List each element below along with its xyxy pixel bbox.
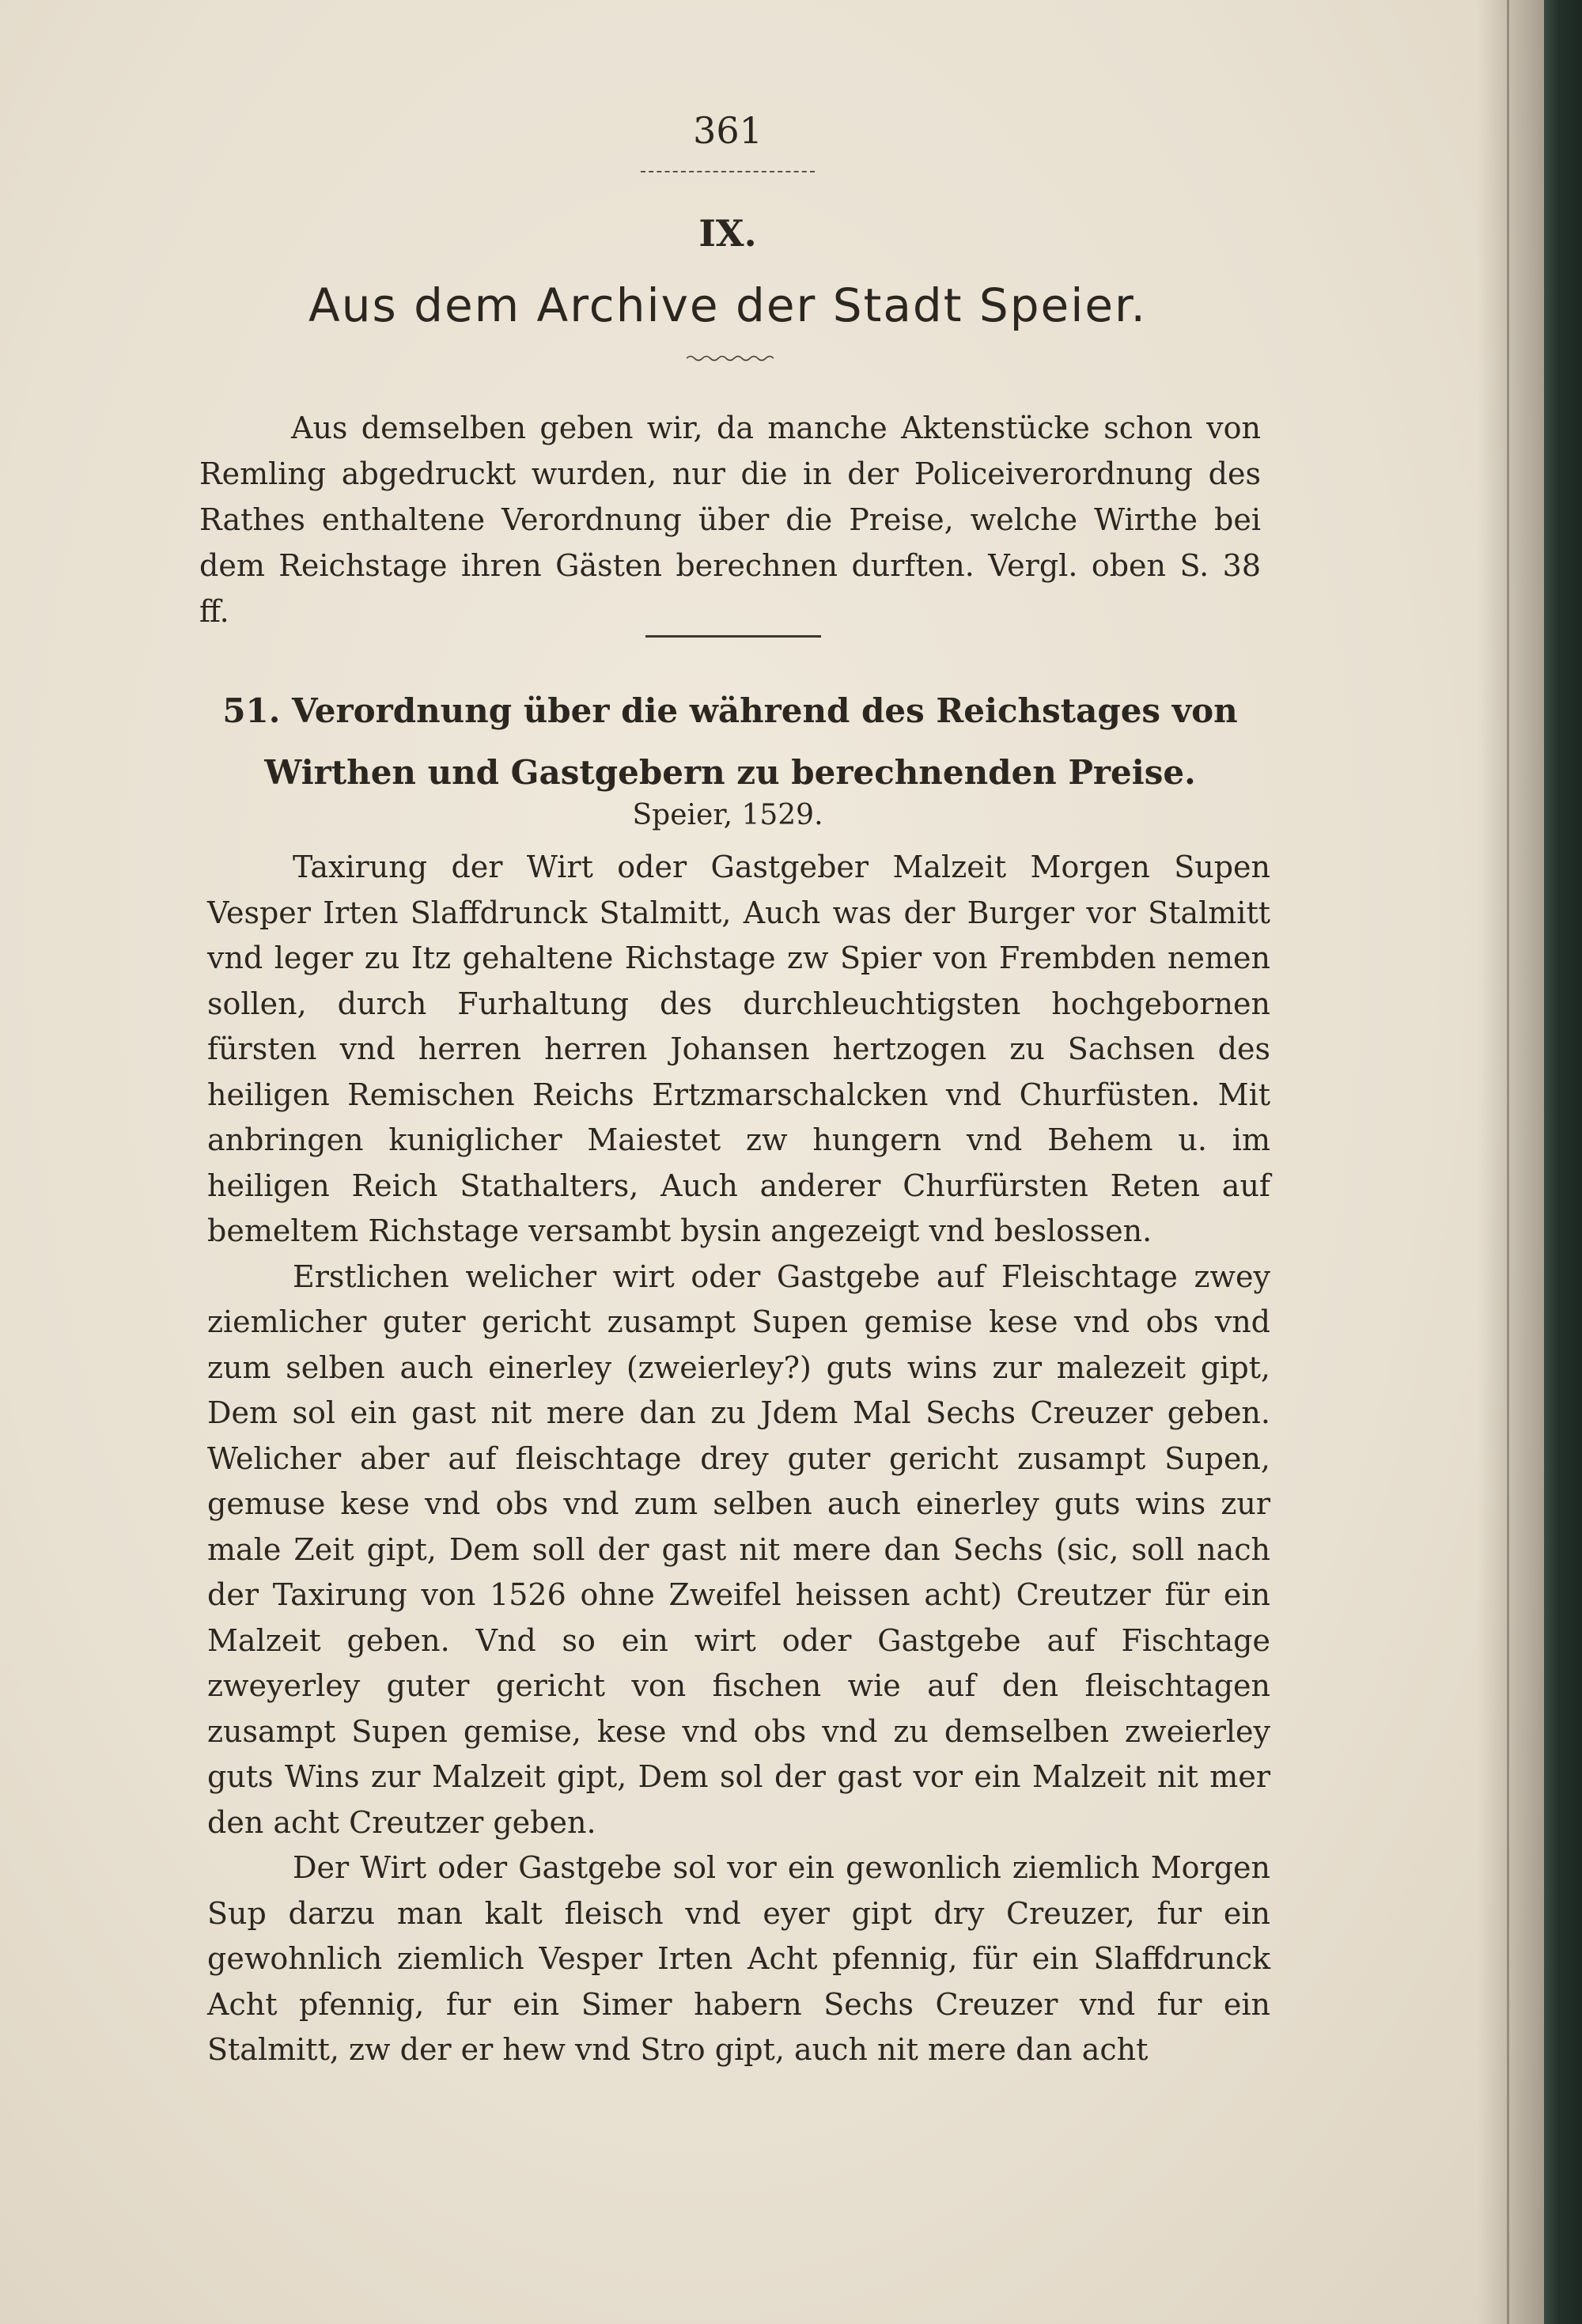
page-number: 361	[693, 109, 763, 152]
document-place-date: Speier, 1529.	[632, 799, 823, 831]
document-heading-line-2: Wirthen und Gastgebern zu berechnenden Preise.	[264, 753, 1196, 792]
body-paragraph: Der Wirt oder Gastgebe sol vor ein gewonlich ziemlich Morgen Sup darzu man kalt fleisch vnd eyer gipt dry Creuzer, fur ein gewohnlich ziemlich Vesper Irten Acht pfennig, für ein Slaffdrunck Acht pfennig, fur ein Simer habern Sechs Creuzer vnd fur ein Stalmitt, zw der er hew vnd Stro gipt, auch nit mere dan acht	[207, 1850, 1270, 2067]
intro-text: Aus demselben geben wir, da manche Aktenstücke schon von Remling abgedruckt wurden, nur die in der Policeiverordnung des Rathes enthaltene Verordnung über die Preise, welche Wirthe bei dem Reichstage ihren Gästen berechnen durften. Vergl. oben S. 38 ff.	[199, 411, 1261, 629]
document-body	[207, 845, 1270, 2073]
page-edge-shadow	[1478, 0, 1544, 2324]
body-paragraph: Taxirung der Wirt oder Gastgeber Malzeit Morgen Supen Vesper Irten Slaffdrunck Stalmitt, Auch was der Burger vor Stalmitt vnd leger zu Itz gehaltene Richstage zw Spier von Frembden nemen sollen, durch Furhaltung des durchleuchtigsten hochgebornen fürsten vnd herren herren Johansen hertzogen zu Sachsen des heiligen Remischen Reichs Ertzmarschalcken vnd Churfüsten. Mit anbringen kuniglicher Maiestet zw hungern vnd Behem u. im heiligen Reich Stathalters, Auch anderer Churfürsten Reten auf bemeltem Richstage versambt bysin angezeigt vnd beslossen.	[207, 850, 1270, 1248]
page-edge-line	[1507, 0, 1509, 2324]
body-paragraph: Erstlichen welicher wirt oder Gastgebe auf Fleischtage zwey ziemlicher guter gericht zusampt Supen gemise kese vnd obs vnd zum selben auch einerley (zweierley?) guts wins zur malezeit gipt, Dem sol ein gast nit mere dan zu Jdem Mal Sechs Creuzer geben. Welicher aber auf fleischtage drey guter gericht zusampt Supen, gemuse kese vnd obs vnd zum selben auch einerley guts wins zur male Zeit gipt, Dem soll der gast nit mere dan Sechs (sic, soll nach der Taxirung von 1526 ohne Zweifel heissen acht) Creutzer für ein Malzeit geben. Vnd so ein wirt oder Gastgebe auf Fischtage zweyerley guter gericht von fischen wie auf den fleischtagen zusampt Supen gemise, kese vnd obs vnd zu demselben zweierley guts Wins zur Malzeit gipt, Dem sol der gast vor ein Malzeit nit mer den acht Creutzer geben.	[207, 1259, 1270, 1840]
intro-paragraph	[199, 405, 1261, 634]
document-heading	[199, 680, 1261, 804]
title-ornament	[687, 354, 774, 362]
page-number-ornament	[641, 168, 815, 172]
section-divider	[645, 635, 821, 638]
book-binding	[1544, 0, 1582, 2324]
section-title: Aus dem Archive der Stadt Speier.	[308, 278, 1147, 332]
document-heading-line-1: 51. Verordnung über die während des Reichstages von	[222, 691, 1238, 730]
section-numeral: IX.	[698, 212, 757, 255]
